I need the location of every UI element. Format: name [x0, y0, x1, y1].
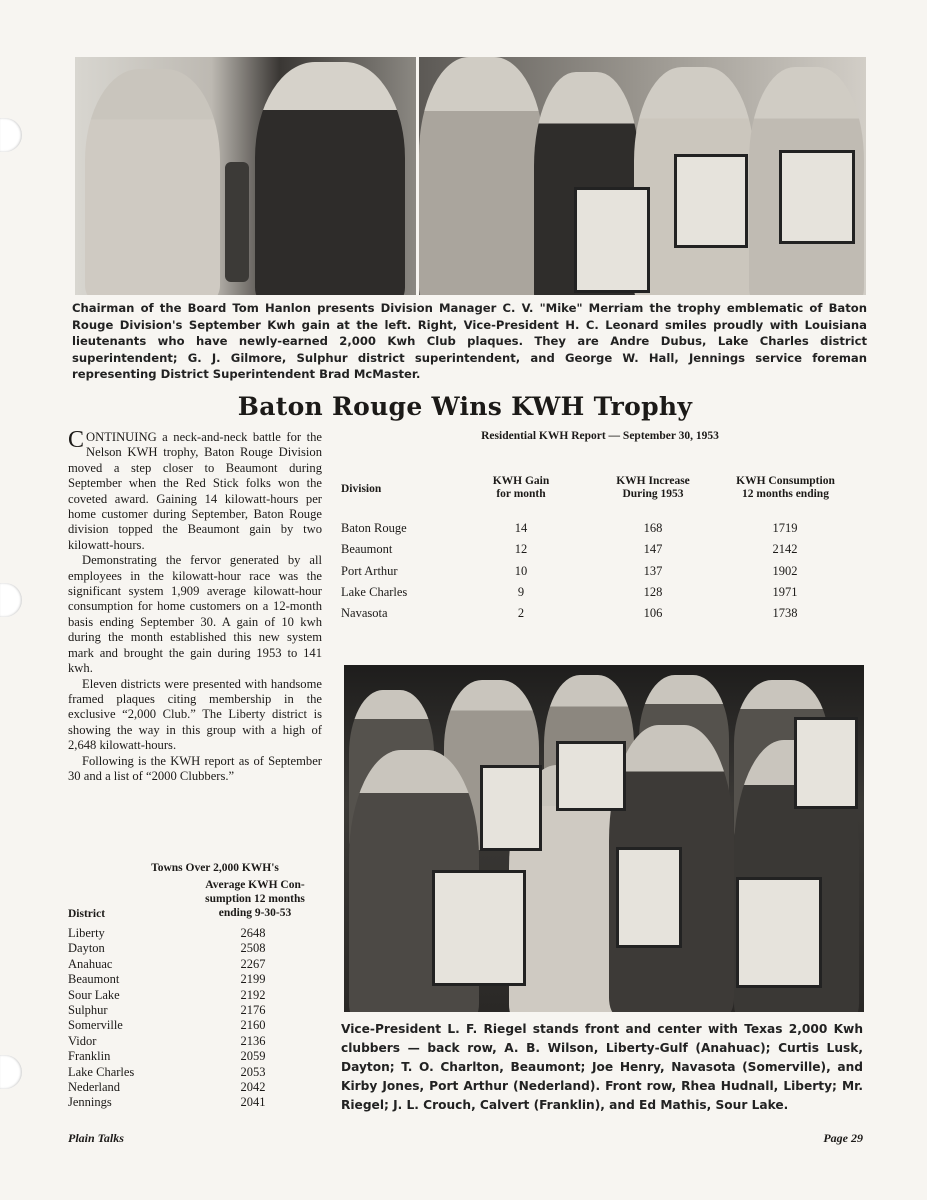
towns-table-title: Towns Over 2,000 KWH's: [151, 862, 279, 874]
article-paragraph: ONTINUING a neck-and-neck battle for the Nelson KWH trophy, Baton Rouge Division moved a step closer to Beaumont during September when the Red Stick folks won the coveted award. Gaining 14 kilowatt-hours per home customer during September, Baton Rouge division topped the Beaumont gain by two kilowatt-hours.: [68, 430, 322, 552]
district-value: 2042: [240, 1080, 266, 1094]
district-value: 2053: [240, 1064, 266, 1079]
district-name: Sulphur: [68, 1003, 108, 1017]
division-name: Baton Rouge: [341, 521, 407, 535]
header-line: KWH Gain: [492, 475, 550, 487]
article-paragraph: Eleven districts were presented with handsome framed plaques citing membership in the exclusive “2,000 Club.” The Liberty district is showing the way in this group with a high of 2,648 kilowatt-hours.: [68, 676, 322, 753]
report-table-row: [341, 585, 861, 605]
gain-value: 14: [514, 521, 528, 535]
bottom-photo-caption: Vice-President L. F. Riegel stands front and center with Texas 2,000 Kwh clubbers — back row, A. B. Wilson, Liberty-Gulf (Anahuac); Curtis Lusk, Dayton; T. O. Charlton, Beaumont; Joe Henry, Navasota (Somerville), and Kirby Jones, Port Arthur (Nederland). Front row, Rhea Hudnall, Liberty; Mr. Riegel; J. L. Crouch, Calvert (Franklin), and Ed Mathis, Sour Lake.: [341, 1022, 863, 1112]
header-line: During 1953: [622, 488, 684, 500]
header-line: Average KWH Con-: [205, 879, 305, 891]
texas-clubbers-photo: [344, 665, 864, 1012]
report-table-row: [341, 564, 861, 584]
gain-value: 10: [514, 563, 528, 578]
district-name: Franklin: [68, 1049, 111, 1064]
gain-value: 9: [517, 584, 525, 599]
district-value: 2192: [240, 987, 266, 1002]
district-name: Anahuac: [68, 956, 113, 971]
district-value: 2041: [240, 1095, 266, 1110]
increase-value: 128: [643, 584, 663, 599]
page-number: Page 29: [823, 1131, 863, 1145]
header-division: Division: [341, 483, 382, 495]
district-name: Sour Lake: [68, 987, 120, 1002]
district-name: Nederland: [68, 1080, 121, 1094]
increase-value: 106: [643, 606, 663, 621]
publication-name: Plain Talks: [68, 1131, 124, 1145]
header-line: sumption 12 months: [205, 893, 305, 905]
district-value: 2176: [240, 1003, 266, 1017]
district-name: Vidor: [68, 1033, 97, 1048]
district-value: 2160: [240, 1018, 266, 1033]
trophy-presentation-photo: [75, 57, 416, 295]
consumption-value: 1971: [772, 584, 798, 599]
binder-hole: [0, 583, 22, 617]
district-value: 2136: [240, 1033, 266, 1048]
division-name: Port Arthur: [341, 563, 398, 578]
increase-value: 147: [643, 542, 663, 557]
top-photo-caption: Chairman of the Board Tom Hanlon presents Division Manager C. V. "Mike" Merriam the trophy emblematic of Baton Rouge Division's September Kwh gain at the left. Right, Vice-President H. C. Leonard smiles proudly with Louisiana lieutenants who have newly-earned 2,000 Kwh Club plaques. They are Andre Dubus, Lake Charles district superintendent; G. J. Gilmore, Sulphur district superintendent, and George W. Hall, Jennings service foreman representing District Superintendent Brad McMaster.: [72, 301, 867, 382]
report-table-row: [341, 606, 861, 626]
increase-value: 168: [643, 521, 663, 535]
trophy: [225, 162, 249, 282]
district-value: 2059: [240, 1049, 266, 1064]
binder-hole: [0, 1055, 22, 1089]
district-value: 2508: [240, 941, 266, 956]
consumption-value: 1738: [772, 606, 798, 621]
district-name: Somerville: [68, 1018, 123, 1033]
district-name: Jennings: [68, 1095, 112, 1110]
report-table-title: Residential KWH Report — September 30, 1953: [481, 430, 719, 442]
gain-value: 12: [514, 542, 528, 557]
binder-hole: [0, 118, 22, 152]
header-gain: [471, 475, 571, 501]
header-line: ending 9-30-53: [218, 907, 292, 919]
header-line: KWH Increase: [616, 475, 690, 487]
district-value: 2648: [240, 926, 266, 940]
district-name: Lake Charles: [68, 1064, 135, 1079]
towns-district-header: District: [68, 908, 106, 920]
headline: Baton Rouge Wins KWH Trophy: [237, 392, 693, 421]
district-value: 2267: [240, 956, 266, 971]
district-value: 2199: [240, 972, 266, 987]
article-paragraph: Demonstrating the fervor generated by all employees in the kilowatt-hour race was the significant system 1,909 average kilowatt-hour consumption for home customers on a 12-month basis ending September 30. A gain of 10 kwh during the month established this new system mark and brought the gain during 1953 to 141 kwh.: [68, 553, 322, 676]
header-line: KWH Consumption: [736, 475, 835, 487]
article-paragraph: Following is the KWH report as of September 30 and a list of “2000 Clubbers.”: [68, 753, 322, 783]
consumption-value: 2142: [772, 542, 798, 557]
article-body: [68, 427, 322, 784]
report-table-row: [341, 521, 861, 541]
district-name: Dayton: [68, 941, 105, 956]
header-consumption: [718, 475, 853, 501]
division-name: Beaumont: [341, 542, 393, 557]
division-name: Navasota: [341, 606, 388, 621]
increase-value: 137: [643, 563, 663, 578]
drop-cap: C: [68, 427, 85, 453]
header-line: 12 months ending: [742, 488, 829, 500]
plaque-holders-photo: [419, 57, 866, 295]
consumption-value: 1719: [772, 521, 798, 535]
header-line: for month: [496, 488, 546, 500]
district-name: Beaumont: [68, 972, 120, 987]
consumption-value: 1902: [772, 563, 798, 578]
district-name: Liberty: [68, 926, 105, 940]
header-increase: [593, 475, 713, 501]
towns-value-header: [185, 878, 325, 920]
gain-value: 2: [517, 606, 525, 621]
report-table-row: [341, 542, 861, 562]
division-name: Lake Charles: [341, 584, 408, 599]
